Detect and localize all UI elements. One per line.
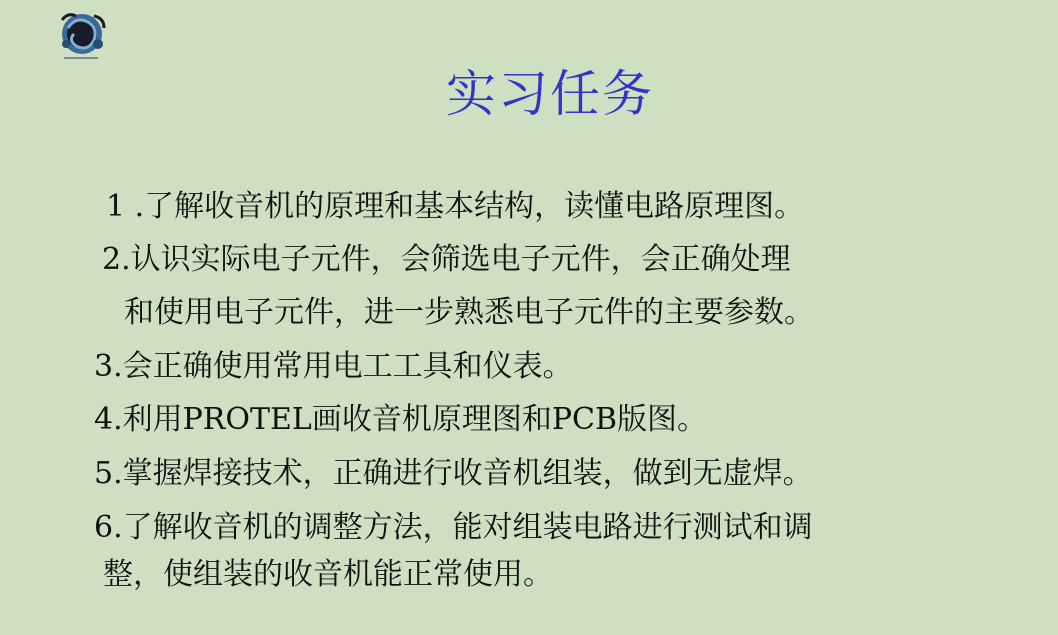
page-title: 实习任务 bbox=[446, 65, 654, 123]
emblem-logo-icon bbox=[54, 8, 116, 64]
list-item-6: 6.了解收音机的调整方法，能对组装电路进行测试和调 bbox=[94, 510, 813, 545]
list-item-2-continued: 和使用电子元件，进一步熟悉电子元件的主要参数。 bbox=[124, 295, 814, 330]
list-item-6-continued: 整，使组装的收音机能正常使用。 bbox=[103, 557, 553, 592]
list-item-2: 2.认识实际电子元件，会筛选电子元件，会正确处理 bbox=[102, 242, 791, 277]
list-item-3: 3.会正确使用常用电工工具和仪表。 bbox=[94, 349, 573, 384]
list-item-4: 4.利用PROTEL画收音机原理图和PCB版图。 bbox=[94, 402, 708, 437]
list-item-1: 1 .了解收音机的原理和基本结构，读懂电路原理图。 bbox=[106, 189, 805, 224]
list-item-5: 5.掌握焊接技术，正确进行收音机组装，做到无虚焊。 bbox=[94, 456, 813, 491]
